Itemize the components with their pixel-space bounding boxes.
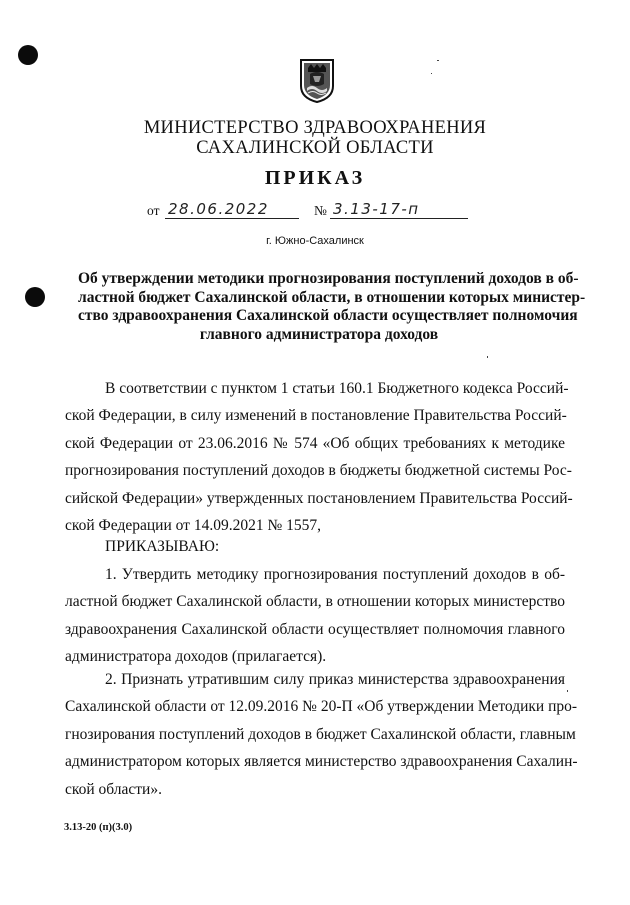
body-line: ской Федерации от 14.09.2021 № 1557,	[65, 516, 321, 534]
body-line: ской Федерации от 23.06.2016 № 574 «Об общих требованиях к методике	[65, 434, 565, 452]
city-name: г. Южно-Сахалинск	[266, 235, 364, 247]
ministry-name-line1: МИНИСТЕРСТВО ЗДРАВООХРАНЕНИЯ	[143, 118, 487, 138]
preamble-paragraph	[65, 375, 573, 539]
subject-line: главного администратора доходов	[199, 326, 439, 344]
scan-speck	[567, 690, 568, 692]
number-prefix: №	[314, 203, 327, 218]
body-line: прогнозирования поступлений доходов в бюджеты бюджетной системы Рос-	[65, 462, 572, 480]
order-item-1	[65, 561, 565, 671]
subject-line: ство здравоохранения Сахалинской области осуществляет полномочия	[78, 307, 578, 325]
order-word	[65, 533, 565, 560]
body-line: здравоохранения Сахалинской области осуществляет полномочия главного	[65, 620, 565, 638]
scan-speck	[431, 73, 432, 74]
punch-hole-middle	[25, 287, 45, 307]
body-line: сийской Федерации» утвержденных постановлением Правительства Россий-	[65, 489, 573, 507]
handwritten-date: 28.06.2022	[168, 200, 269, 218]
body-line: гнозирования поступлений доходов в бюджет Сахалинской области, главным	[65, 725, 576, 743]
scan-speck	[487, 356, 488, 358]
scan-speck	[437, 60, 439, 61]
body-line: Сахалинской области от 12.09.2016 № 20-П «Об утверждении Методики про-	[65, 698, 578, 716]
date-prefix: от	[147, 203, 160, 218]
subject-line: Об утверждении методики прогнозирования поступлений доходов в об-	[78, 270, 579, 287]
order-word-text: ПРИКАЗЫВАЮ:	[105, 538, 220, 555]
handwritten-number: 3.13-17-п	[333, 200, 420, 218]
number-underline	[330, 218, 468, 219]
coat-of-arms-emblem	[299, 58, 335, 104]
form-code: 3.13-20 (п)(3.0)	[64, 822, 133, 833]
document-title: ПРИКАЗ	[264, 167, 366, 189]
body-line: В соответствии с пунктом 1 статьи 160.1 Бюджетного кодекса Россий-	[105, 380, 569, 397]
punch-hole-top	[18, 45, 38, 65]
body-line: ластной бюджет Сахалинской области, в отношении которых министерство	[65, 593, 565, 611]
date-underline	[165, 218, 299, 219]
body-line: администратора доходов (прилагается).	[65, 648, 327, 666]
body-line: администратором которых является министерство здравоохранения Сахалин-	[65, 753, 578, 771]
ministry-name-line2: САХАЛИНСКОЙ ОБЛАСТИ	[196, 138, 434, 158]
body-line: 2. Признать утратившим силу приказ министерства здравоохранения	[105, 671, 565, 688]
document-subject	[78, 270, 586, 345]
body-line: ской области».	[65, 780, 162, 798]
body-line: 1. Утвердить методику прогнозирования поступлений доходов в об-	[105, 566, 565, 583]
order-item-2	[65, 666, 578, 803]
body-line: ской Федерации, в силу изменений в постановление Правительства Россий-	[65, 407, 567, 425]
subject-line: ластной бюджет Сахалинской области, в отношении которых министер-	[78, 288, 586, 306]
